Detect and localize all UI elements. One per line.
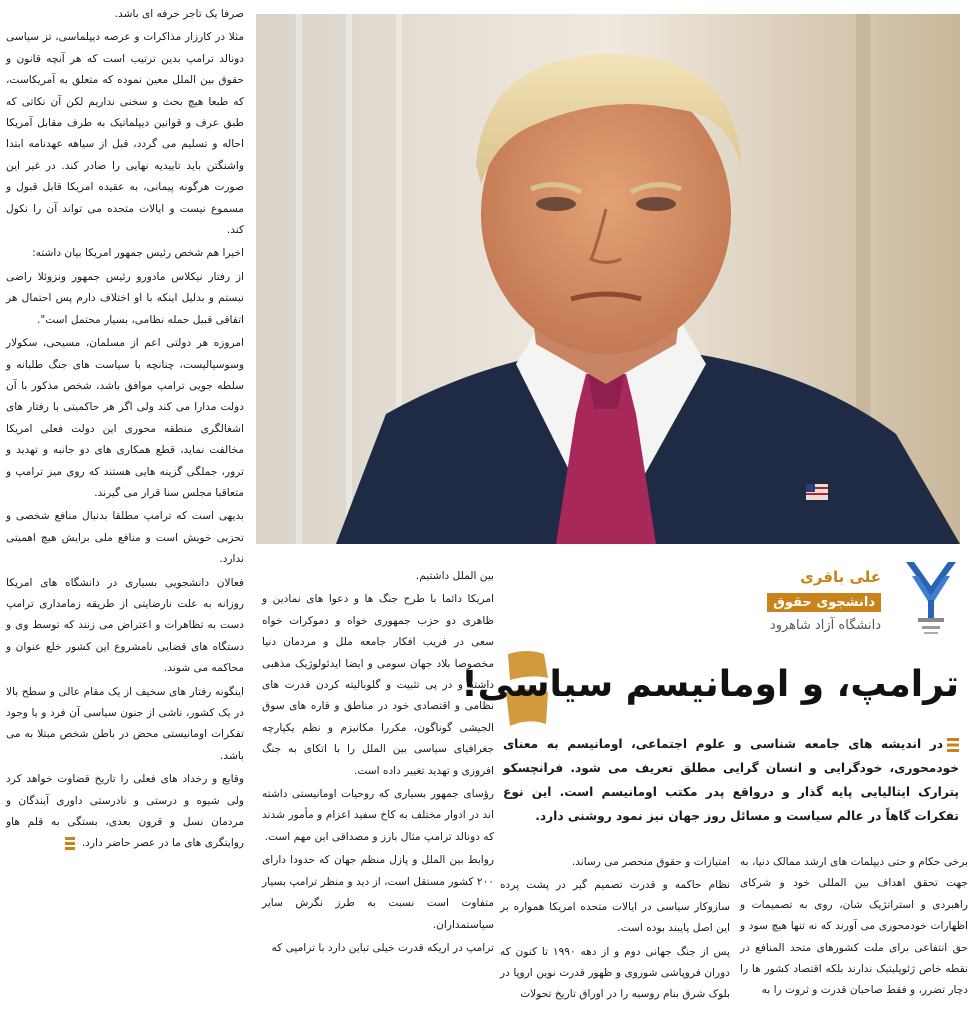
paragraph: از رفتار نیکلاس مادورو رئیس جمهور ونزوئلا راضی نیستم و بدلیل اینکه با او اختلاف دارم پس احتمال هر اتفاقی قبیل حمله نظامی، بسیار محتمل است".: [6, 270, 244, 326]
author-role-badge: دانشجوی حقوق: [767, 593, 881, 612]
paragraph: امروزه هر دولتی اعم از مسلمان، مسیحی، سکولار وسوسیالیست، چنانچه با سیاست های جنگ طلبانه و سلطه جویی ترامپ موافق باشد، شخص مذکور با آن دولت مدارا می کند ولی اگر هر حاکمیتی با رفتار های اشغالگری منطقه محوری این دولت فعلی امریکا مخالفت نماید، قطع همکاری های دو جانبه و تهدید و ترور، جملگی گزینه هایی هستند که روی میز ترامپ و متعاقبا مجلس سنا قرار می گیرند.: [6, 337, 244, 499]
paragraph: بین الملل داشتیم.: [415, 570, 494, 582]
paragraph: رؤسای جمهور بسیاری که روحیات اومانیستی داشته اند در ادوار مختلف به کاخ سفید اعزام و مأمور شدند که دونالد ترامپ مثال بارز و مصداقی این مهم است.: [262, 788, 494, 843]
paragraph-final: [6, 769, 244, 855]
paragraph: فعالان دانشجویی بسیاری در دانشگاه های امریکا روزانه به علت نارضایتی از طریقه زمامداری ترامپ دست به تظاهرات و اعتراض می زنند که توسط وی و دستگاه های قضایی نامشروع این کشور خلع عنوان و محاکمه می شوند.: [6, 576, 244, 675]
paragraph: بدیهی است که ترامپ مطلقا بدنبال منافع شخصی و تحزبی خویش است و منافع ملی برایش هیچ اهمیتی ندارد.: [6, 510, 244, 566]
paragraph: امتیازات و حقوق منحصر می رساند.: [571, 856, 730, 868]
paragraph: اینگونه رفتار های سخیف از یک مقام عالی و سطح بالا در یک کشور، ناشی از جنون سیاسی آن فرد و یا وجود تفکرات اومانیستی محض در باطن شخص مبتلا به می باشد.: [6, 685, 244, 762]
paragraph: پس از جنگ جهانی دوم و از دهه ۱۹۹۰ تا کنون که دوران فروپاشی شوروی و ظهور قدرت نوین اروپا در بلوک شرق بنام روسیه را در اوراق تاریخ تحولات: [500, 945, 731, 1001]
lead-endmark-icon: [947, 738, 959, 752]
author-affiliation: دانشگاه آزاد شاهرود: [769, 618, 881, 633]
endmark-icon: [65, 837, 75, 850]
paragraph: نظام حاکمه و قدرت تصمیم گیر در پشت پرده سازوکار سیاسی در ایالات متحده امریکا همواره بر این اصل پایبند بوده است.: [500, 879, 730, 935]
paragraph: اخیرا هم شخص رئیس جمهور امریکا بیان داشته:: [32, 247, 244, 260]
body-column-left: [500, 852, 730, 1008]
trump-portrait-photo: [256, 14, 960, 544]
paragraph: صرفا یک تاجر حرفه ای باشد.: [114, 8, 244, 20]
paragraph: روابط بین الملل و پازل منظم جهان که حدودا دارای ۲۰۰ کشور مستقل است، از دید و منظر ترامپ بسیار متفاوت است نسبت به طرز نگرش سایر سیاستمداران.: [262, 854, 494, 931]
author-name: علی باقری: [800, 568, 881, 586]
paragraph-final-text: وقایع و رخداد های فعلی را تاریخ قضاوت خواهد کرد ولی شیوه و درستی و نادرستی داوری آیندگان و مردمان نسل و قرون بعدی، بستگی به قلم هاو روایتگری های ما در عصر حاضر دارد.: [6, 773, 244, 850]
body-column-right: [740, 852, 968, 1004]
left-column: [6, 4, 244, 857]
middle-column: [262, 566, 494, 961]
paragraph: ترامپ در اریکه قدرت خیلی تباین دارد با ترامپی که: [271, 941, 494, 954]
article-lead: [503, 732, 959, 828]
paragraph: امریکا دائما با طرح جنگ ها و دعوا های نمادین و ظاهری دو حزب جمهوری خواه و دموکرات خواه سعی در فریب افکار جامعه ملل و مردمان دنیا مخصوصا بلاد جهان سومی و ایضا ایدئولوژیک مذهبی داشته و در پی تثبیت و گلوبالیته کردن قدرت های نظامی و اقتصادی خود در مناطق و قاره های سوق الجیشی گوناگون، مکررا مکانیزم و نظم یکپارچه جغرافیای سیاسی بین الملل را با اتکای به جنگ افروزی و تهدید تغییر داده است.: [262, 593, 494, 777]
paragraph: برخی حکام و حتی دیپلمات های ارشد ممالک دنیا، به جهت تحقق اهداف بین المللی خود و شرکای راهبردی و استراتژیک شان، روی به تصمیمات و اظهارات خودمحوری می آورند که نه تنها هیچ سود و حق انتفاعی برای ملت کشورهای متحد المنافع در نقطه خاص ژئوپلیتیک ندارند بلکه اقتصاد کشور ها را دچار تضرر، و فقط صاحبان قدرت و ثروت را به: [740, 856, 968, 997]
university-logo: [902, 556, 960, 642]
lead-text: در اندیشه های جامعه شناسی و علوم اجتماعی، اومانیسم به معنای خودمحوری، خودگرایی و انسان گرایی مطلق تعریف می شود. فرانچسکو پترارک ایتالیایی پایه گذار و درواقع پدر مکتب اومانیسم است. این نوع تفکرات گاهاً در عالم سیاست و مسائل روز جهان نیز نمود روشنی دارد.: [503, 737, 959, 823]
paragraph: مثلا در کارزار مذاکرات و عرصه دیپلماسی، تز سیاسی دونالد ترامپ بدین ترتیب است که هر آنچه قانون و حقوق بین الملل معین نموده که متعلق به آمریکاست، که طبعا هیچ بحث و سخنی نداریم لکن آن نکاتی که طبق عرف و قوانین دیپلماتیک به طرف مقابل آمریکا احاله و تسلیم می گردد، قبل از سیاهه عهدنامه ابتدا واشنگتن باید تاییدیه نهایی را صادر کند. در غیر این صورت هرگونه پیمانی، به عقیده امریکا قابل قبول و مسموع نیست و ایالات متحده می تواند آن را نکول کند.: [6, 31, 244, 237]
article-title: ترامپ، و اومانیسم سیاسی!: [461, 664, 959, 705]
